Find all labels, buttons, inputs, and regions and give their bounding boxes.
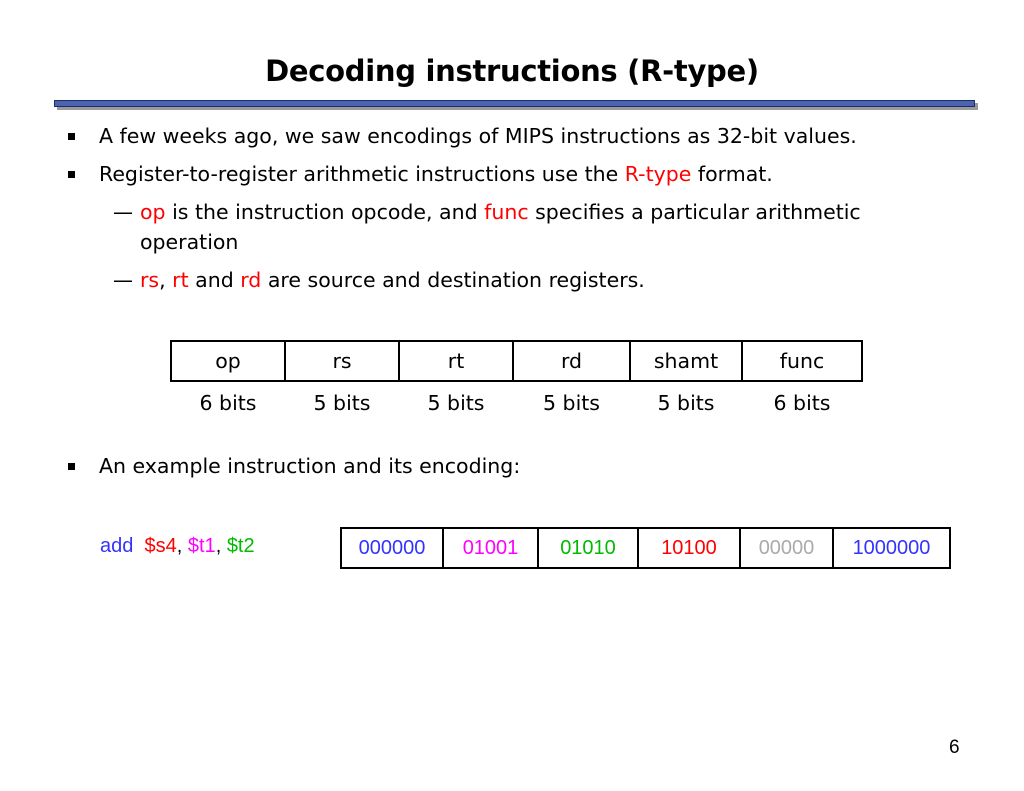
bullet-text-2-pre: Register-to-register arithmetic instructions use the: [99, 162, 625, 186]
reg-s4: $s4: [144, 535, 177, 557]
format-bits-row: [171, 381, 862, 424]
enc-func: 1000000: [833, 528, 950, 568]
enc-op: 000000: [341, 528, 443, 568]
rd-term: rd: [240, 268, 262, 292]
slide-title: Decoding instructions (R-type): [265, 54, 759, 88]
comma-sep: ,: [176, 535, 188, 557]
bits-rd: 5 bits: [543, 391, 600, 415]
bullet-text-1: A few weeks ago, we saw encodings of MIPS instructions as 32-bit values.: [99, 124, 857, 148]
sub-bullet-text-1-continued: operation: [140, 230, 239, 254]
reg-t1: $t1: [187, 535, 216, 557]
bits-op: 6 bits: [199, 391, 257, 415]
sub-bullet-1-post: specifies a particular arithmetic: [528, 200, 861, 224]
enc-rt: 01010: [538, 528, 638, 568]
bullet-marker: [68, 133, 75, 140]
and-word: and: [188, 268, 241, 292]
field-func: func: [742, 341, 862, 381]
sub-bullet-1-mid: is the instruction opcode, and: [165, 200, 485, 224]
bits-rt: 5 bits: [427, 391, 485, 415]
sub-bullet-dash: —: [113, 268, 133, 292]
page-number: 6: [949, 737, 960, 758]
func-term: func: [484, 200, 529, 224]
comma-sep: ,: [215, 535, 227, 557]
op-term: op: [140, 200, 166, 224]
r-type-highlight: R-type: [624, 162, 692, 186]
bullet-text-3: An example instruction and its encoding:: [99, 454, 521, 478]
bullet-text-2: [99, 162, 773, 186]
field-rs: rs: [285, 341, 399, 381]
sub-bullet-text-2: [140, 268, 645, 292]
enc-rs: 01001: [443, 528, 538, 568]
enc-rd: 10100: [638, 528, 740, 568]
bits-rs: 5 bits: [313, 391, 371, 415]
reg-t2: $t2: [226, 535, 255, 557]
field-rt: rt: [399, 341, 513, 381]
encoding-row: [341, 528, 950, 568]
bits-shamt: 5 bits: [657, 391, 715, 415]
field-shamt: shamt: [630, 341, 742, 381]
example-instruction: [100, 535, 255, 558]
bullet-marker: [68, 171, 75, 178]
r-type-format-table: [170, 340, 863, 424]
example-encoding-table: [340, 527, 951, 569]
comma: ,: [159, 268, 173, 292]
enc-shamt: 00000: [740, 528, 833, 568]
rt-term: rt: [172, 268, 189, 292]
field-op: op: [171, 341, 285, 381]
bullet-marker: [68, 463, 75, 470]
rs-term: rs: [140, 268, 160, 292]
sub-bullet-2-post: are source and destination registers.: [261, 268, 645, 292]
title-underline-bar: [54, 100, 975, 107]
bullet-text-2-post: format.: [691, 162, 773, 186]
field-rd: rd: [513, 341, 630, 381]
bits-func: 6 bits: [773, 391, 831, 415]
sub-bullet-dash: —: [113, 200, 133, 224]
mnemonic-add: add: [100, 535, 134, 557]
format-field-row: [171, 341, 862, 381]
sub-bullet-text-1: [140, 200, 861, 224]
